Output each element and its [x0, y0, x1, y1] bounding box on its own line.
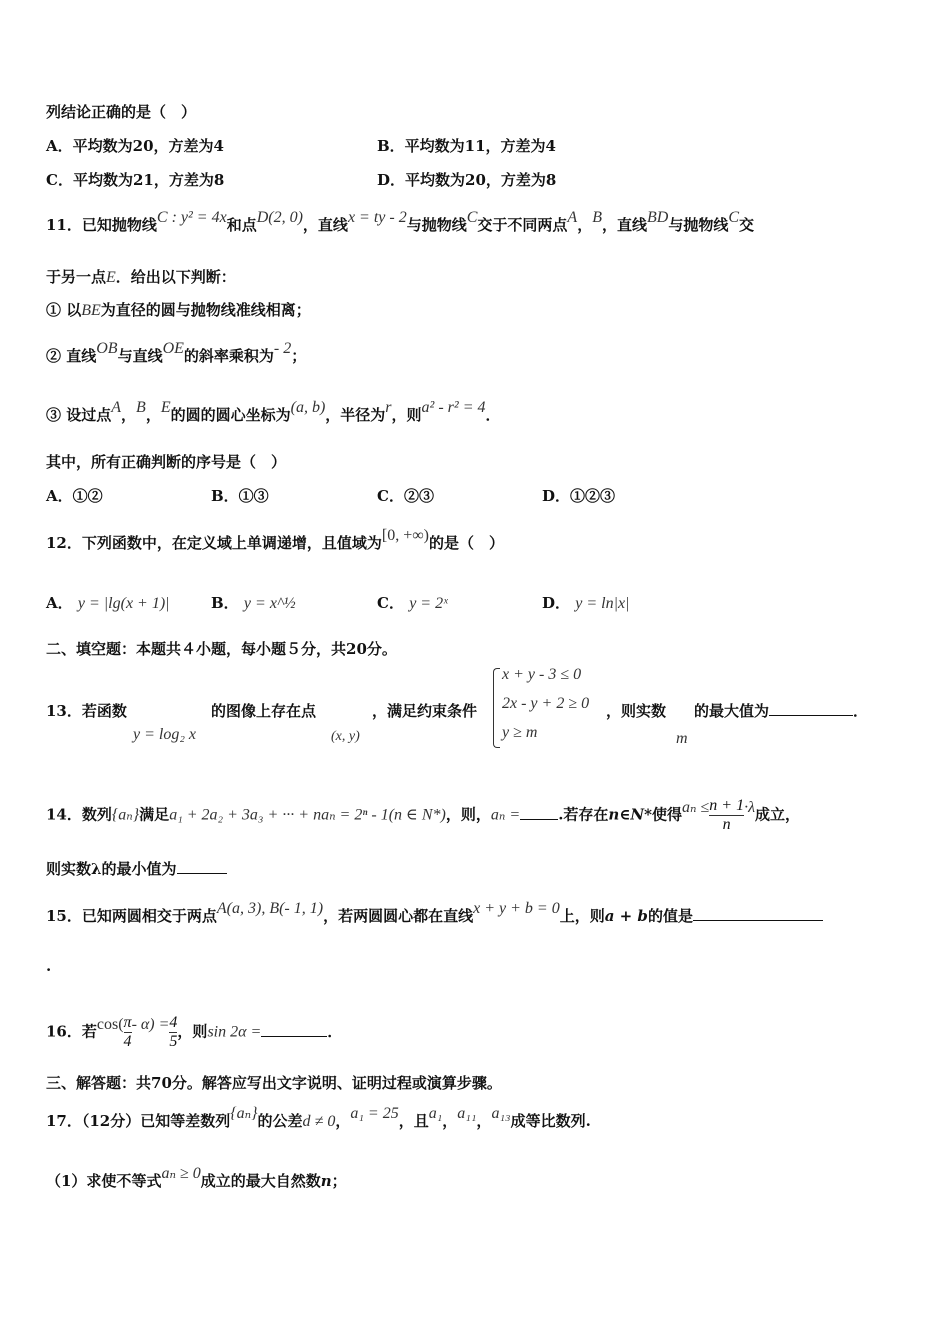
q13-brace [493, 668, 500, 748]
q11-ask: 其中，所有正确判断的序号是（ ） [46, 453, 287, 471]
section-3-heading: 三、解答题：共70分。解答应写出文字说明、证明过程或演算步骤。 [46, 1074, 502, 1092]
q16-stem: 16．若cos( $\frac{\pi}{4}$ - α) = $\frac{4}{5}$ ，则sin 2α = ． [46, 1014, 343, 1050]
q13-constraint-3: y ≥ m [502, 724, 538, 741]
q10-option-a: A．平均数为20，方差为4 [46, 137, 224, 155]
q11-option-c: C．②③ [377, 487, 434, 505]
q10-option-b: B．平均数为11，方差为4 [377, 137, 556, 155]
q12-option-d: D． y = ln|x| [542, 594, 630, 612]
q11-option-b: B．①③ [211, 487, 269, 505]
q14-stem: 14．数列{aₙ}满足a₁ + 2a₂ + 3a₃ + ··· + naₙ = 2ⁿ - 1(n ∈ N*)，则，aₙ = .若存在n∈N*使得aₙ ≤ $\frac{n + 1}{n}$ ·λ成立， [46, 797, 801, 833]
q15-period: . [46, 957, 52, 975]
q14-line2: 则实数λ的最小值为 [46, 858, 227, 880]
section-2-heading: 二、填空题：本题共４小题，每小题５分，共20分。 [46, 640, 397, 658]
q12-stem: 12．下列函数中，在定义域上单调递增，且值域为[0, +∞)的是（ ） [46, 527, 504, 552]
q13-constraint-1: x + y - 3 ≤ 0 [502, 666, 582, 683]
q12-option-a: A． y = |lg(x + 1)| [46, 594, 170, 612]
q13-text-2: 的图像上存在点 [211, 702, 317, 720]
q11-judgement-2: ② 直线OB与直线OE的斜率乘积为- 2； [46, 340, 307, 365]
q11-stem: 11．已知抛物线C : y² = 4x和点D(2, 0)，直线x = ty - 2与抛物线C交于不同两点A，B，直线BD与抛物线C交 [46, 209, 755, 234]
q13-text-4: ，则实数 [606, 702, 667, 720]
q13-function: y = log₂ x [133, 726, 197, 743]
q17-part-1: （1）求使不等式aₙ ≥ 0成立的最大自然数n； [46, 1165, 347, 1190]
q13-text-5: 的最大值为 ． [694, 702, 869, 720]
q11-stem-line2: 于另一点E．给出以下判断： [46, 268, 236, 286]
q11-judgement-1: ① 以BE为直径的圆与抛物线准线相离； [46, 301, 311, 319]
q13-m: m [676, 730, 688, 747]
q12-option-c: C． y = 2ˣ [377, 594, 448, 612]
q10-option-d: D．平均数为20，方差为8 [377, 171, 557, 189]
q11-option-d: D．①②③ [542, 487, 616, 505]
q14-fraction: $\frac{n + 1}{n}$ [709, 797, 745, 833]
q13-constraint-2: 2x - y + 2 ≥ 0 [502, 695, 590, 712]
q11-option-a: A．①② [46, 487, 103, 505]
q12-option-b: B． y = x^½ [211, 594, 296, 612]
q10-option-c: C．平均数为21，方差为8 [46, 171, 225, 189]
q13-point: (x, y) [331, 729, 360, 744]
q13-text-3: ，满足约束条件 [372, 702, 478, 720]
q11-judgement-3: ③ 设过点A，B，E的圆的圆心坐标为(a, b)，半径为r，则a² - r² = 4． [46, 399, 501, 424]
q13-num: 13．若函数 [46, 702, 127, 720]
q10-stem-tail: 列结论正确的是（ ） [46, 103, 197, 121]
q15-stem: 15．已知两圆相交于两点A(a, 3), B(- 1, 1)，若两圆圆心都在直线x + y + b = 0上，则a + b的值是 [46, 905, 823, 928]
q17-stem: 17．（12分）已知等差数列{aₙ}的公差d ≠ 0，a₁ = 25，且a₁，a₁₁，a₁₃成等比数列. [46, 1105, 591, 1130]
